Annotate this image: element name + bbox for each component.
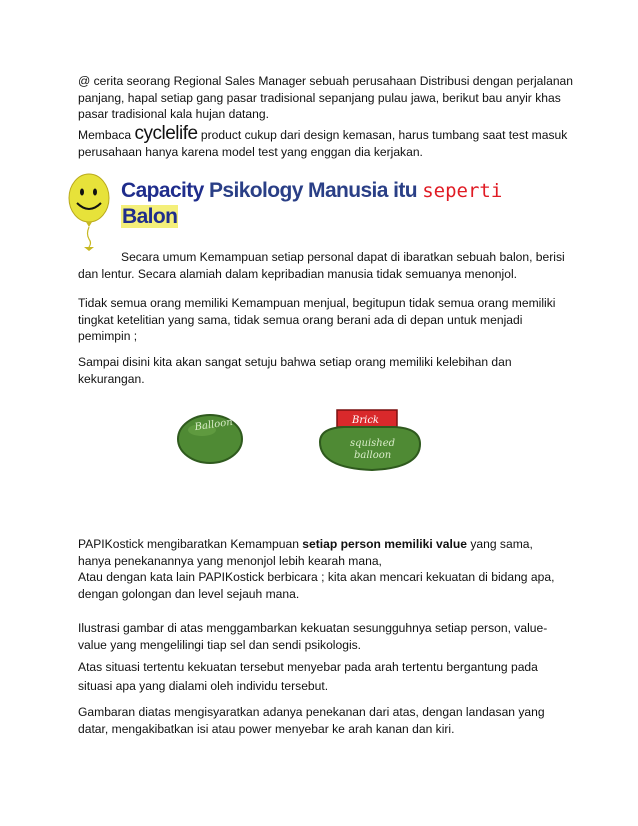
smiley-balloon-icon <box>64 172 114 252</box>
intro-paragraph <box>78 73 578 123</box>
heading-word-manusia: Manusia itu <box>308 179 417 202</box>
balloon-label: Balloon <box>194 416 234 434</box>
heading-word-seperti: seperti <box>422 180 503 202</box>
heading-line <box>121 204 541 230</box>
heading-word-capacity: Capacity <box>121 179 204 202</box>
brick-label: Brick <box>352 415 379 426</box>
paragraph-line: Secara umum Kemampuan setiap personal dapat di ibaratkan sebuah balon, berisi <box>121 250 565 264</box>
paragraph-line: Sampai disini kita akan sangat setuju bahwa setiap orang memiliki kelebihan dan <box>78 355 512 369</box>
paragraph-text: PAPIKostick mengibaratkan Kemampuan <box>78 537 303 551</box>
paragraph-line: Ilustrasi gambar di atas menggambarkan kekuatan sesungguhnya setiap person, value- <box>78 621 548 635</box>
squished-label: balloon <box>354 450 392 461</box>
paragraph-line: Atau dengan kata lain PAPIKostick berbicara ; kita akan mencari kekuatan di bidang apa, <box>78 570 555 584</box>
paragraph-line: Tidak semua orang memiliki Kemampuan menjual, begitupun tidak semua orang memiliki <box>78 296 556 310</box>
section-heading <box>121 178 541 230</box>
paragraph-line: situasi apa yang dialami oleh individu tersebut. <box>78 679 329 693</box>
paragraph-3 <box>78 354 578 387</box>
intro-line: panjang, hapal setiap gang pasar tradisional sepanjang pulau jawa, berikut bau anyir khas <box>78 90 561 105</box>
paragraph-line: datar, mengakibatkan isi atau power menyebar ke arah kanan dan kiri. <box>78 721 455 736</box>
paragraph-line: Atas situasi tertentu kekuatan tersebut menyebar pada arah tertentu bergantung pada <box>78 660 538 674</box>
paragraph-5 <box>78 620 578 653</box>
paragraph-line: tingkat ketelitian yang sama, tidak semua orang berani ada di depan untuk menjadi <box>78 312 523 327</box>
paragraph-text: yang sama, <box>466 537 533 551</box>
intro-line <box>78 124 578 145</box>
paragraph-2 <box>78 295 578 345</box>
intro-line: @ cerita seorang Regional Sales Manager sebuah perusahaan Distribusi dengan perjalanan <box>78 74 573 88</box>
balloon-illustration <box>172 402 462 482</box>
paragraph-6 <box>78 658 578 696</box>
heading-word-balon: Balon <box>122 205 178 228</box>
intro-line: pasar tradisional kala hujan datang. <box>78 107 269 121</box>
paragraph-line: value yang mengelilingi tiap sel dan sendi psikologis. <box>78 637 362 652</box>
paragraph-7 <box>78 704 578 737</box>
paragraph-line: pemimpin ; <box>78 329 138 343</box>
paragraph-1 <box>78 249 578 282</box>
paragraph-line: kekurangan. <box>78 371 145 386</box>
squished-label: squished <box>350 438 396 449</box>
heading-word-psikology: Psikology <box>209 179 303 202</box>
paragraph-4 <box>78 536 578 602</box>
cyclelife-word: cyclelife <box>134 123 198 144</box>
paragraph-line: Gambaran diatas mengisyaratkan adanya penekanan dari atas, dengan landasan yang <box>78 705 545 719</box>
paragraph-line <box>78 536 578 553</box>
paragraph-line: dan lentur. Secara alamiah dalam kepribadian manusia tidak semuanya menonjol. <box>78 266 517 281</box>
heading-line <box>121 178 541 204</box>
intro-paragraph-2 <box>78 124 578 160</box>
emphasis-text: setiap person memiliki value <box>302 537 467 551</box>
intro-text: Membaca <box>78 128 135 142</box>
intro-line: perusahaan hanya karena model test yang enggan dia kerjakan. <box>78 145 423 159</box>
intro-text: product cukup dari design kemasan, harus tumbang saat test masuk <box>197 128 568 142</box>
paragraph-line: hanya penekanannya yang menonjol lebih kearah mana, <box>78 553 382 568</box>
paragraph-line: dengan golongan dan level sejauh mana. <box>78 586 300 601</box>
